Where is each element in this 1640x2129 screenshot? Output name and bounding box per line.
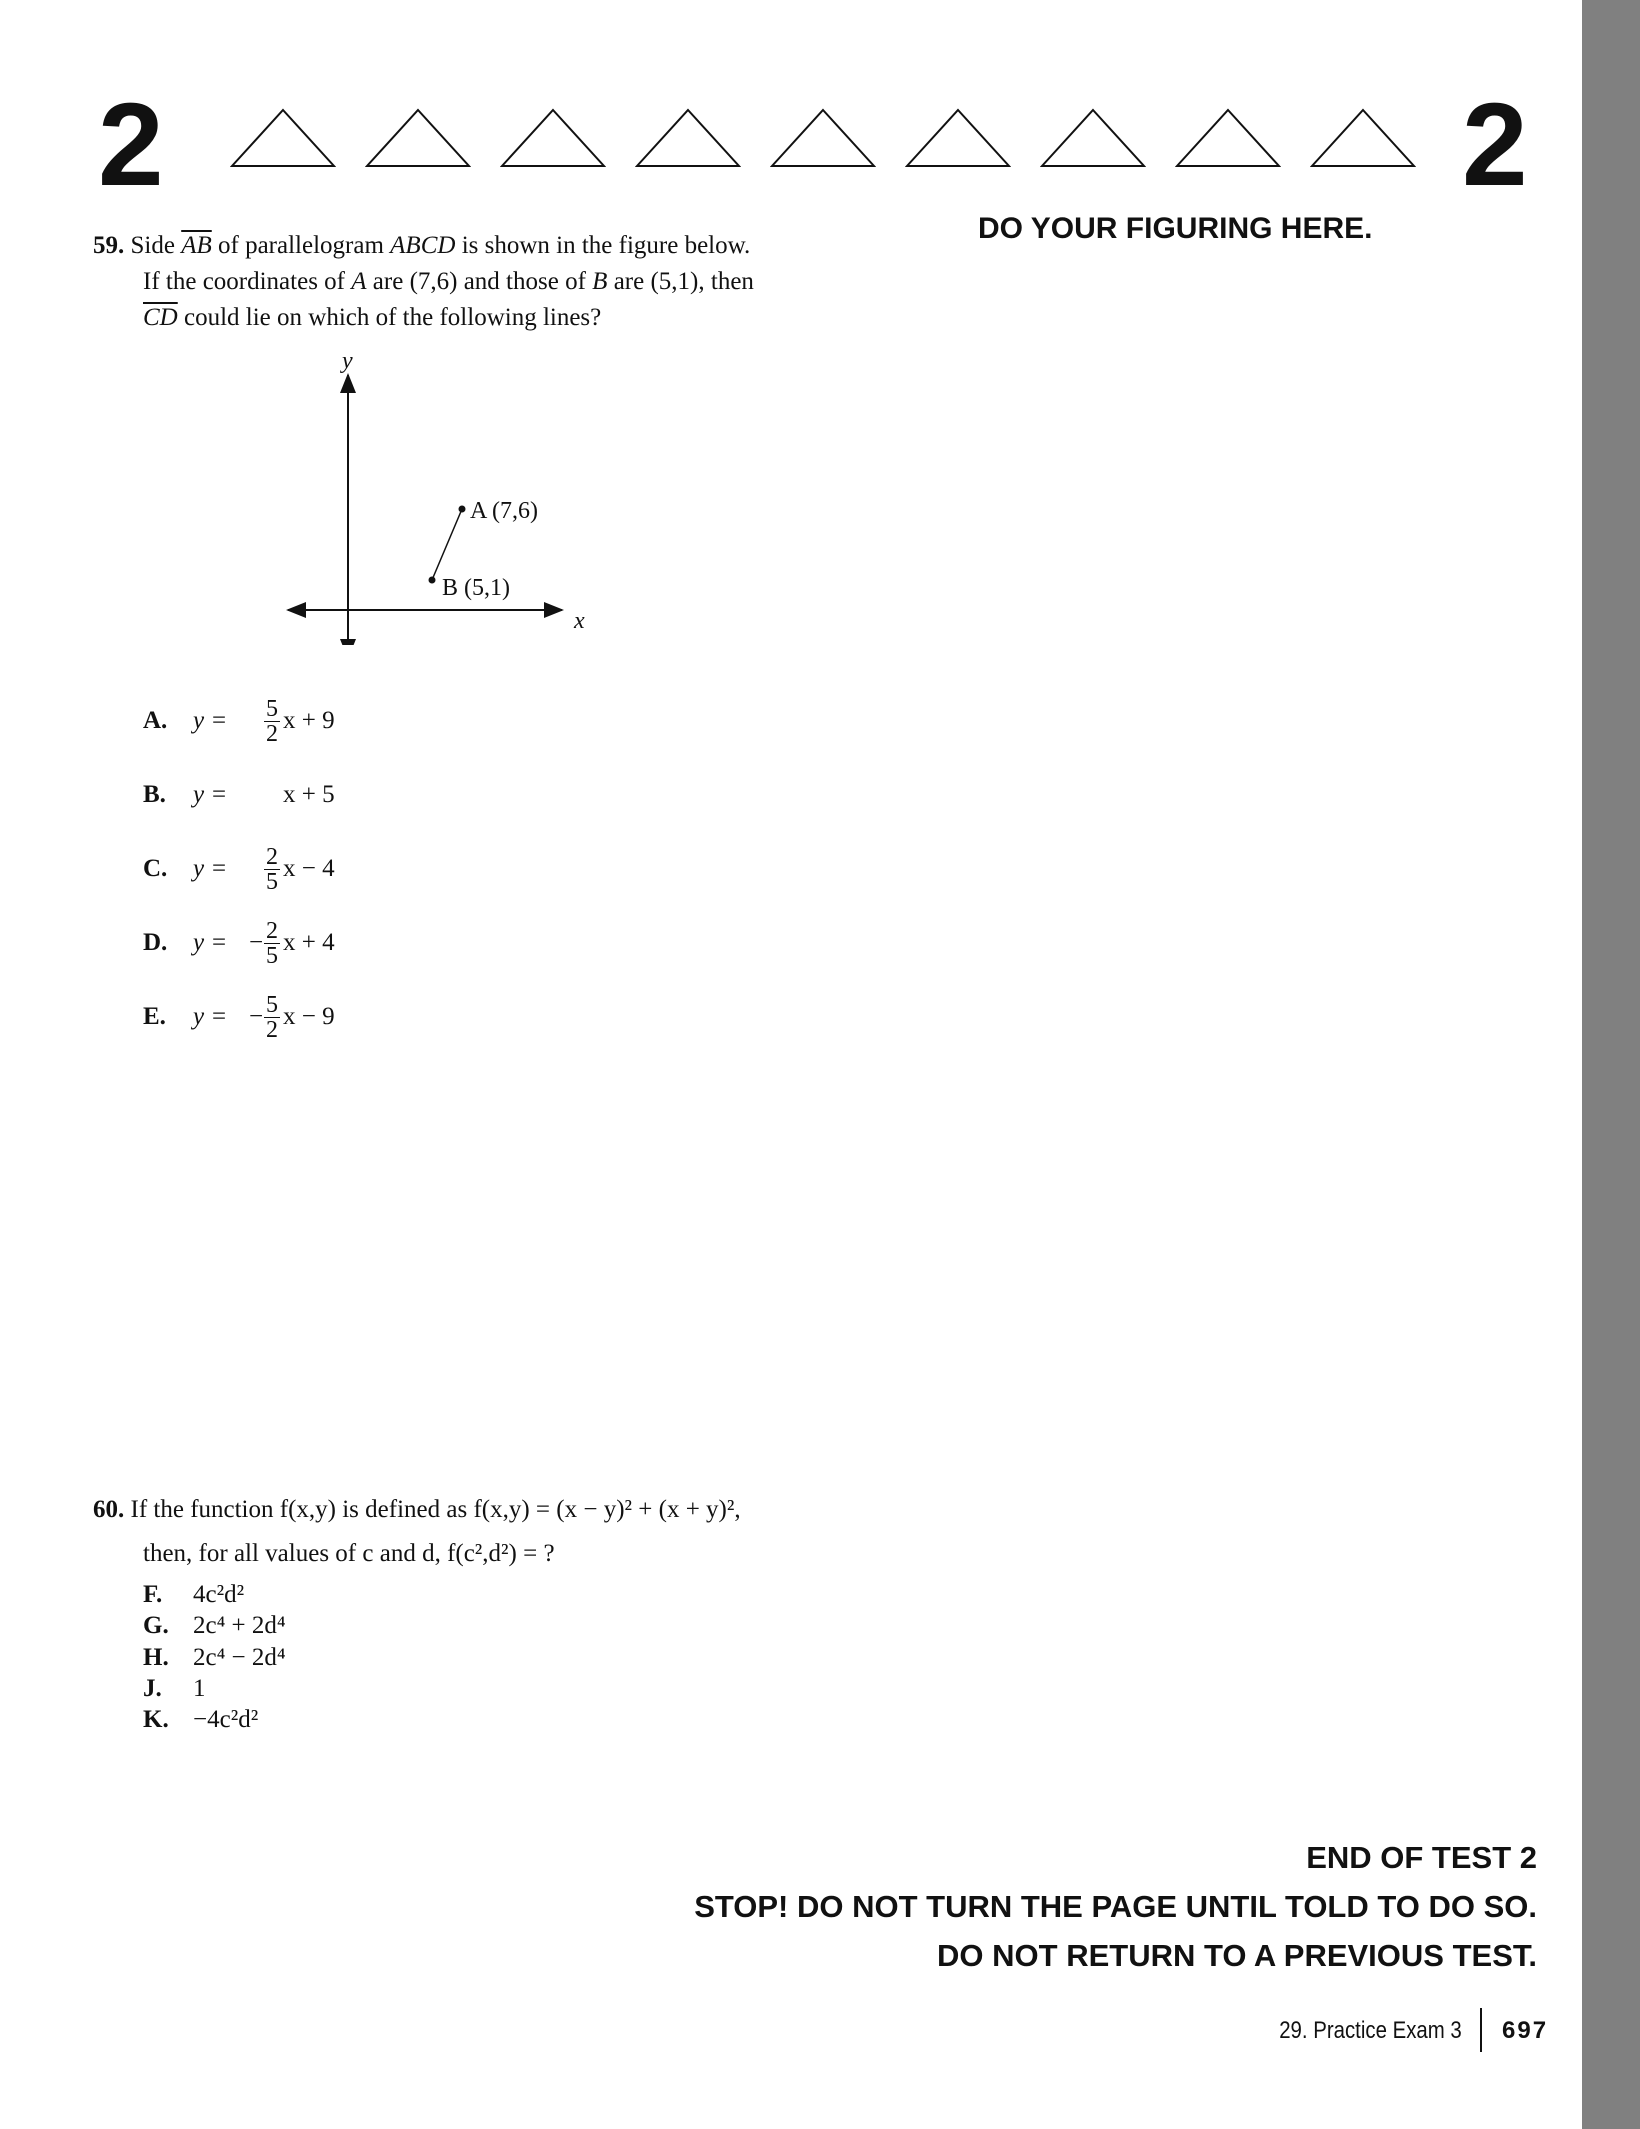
numerator: 5	[266, 991, 278, 1018]
triangle-icon	[1175, 108, 1281, 168]
option-rest: x + 4	[283, 929, 335, 956]
coordinate-figure	[270, 345, 590, 645]
option-rest: x − 9	[283, 1003, 335, 1030]
triangle-icon	[230, 108, 336, 168]
triangle-icon	[635, 108, 741, 168]
end-of-test: END OF TEST 2	[1306, 1840, 1537, 1875]
answer-option[interactable]	[143, 1706, 258, 1734]
point-b	[429, 577, 436, 584]
option-lhs: y =	[193, 1003, 228, 1030]
abcd: ABCD	[390, 232, 456, 259]
answer-option[interactable]	[143, 917, 335, 969]
triangle-icon	[1310, 108, 1416, 168]
y-axis-label: y	[342, 348, 353, 374]
denominator: 5	[266, 942, 278, 969]
var-b: B	[592, 268, 608, 295]
triangle-icon	[905, 108, 1011, 168]
answer-option[interactable]	[143, 1675, 206, 1703]
option-letter: H.	[143, 1643, 169, 1671]
option-sign: −	[249, 1003, 264, 1030]
denominator: 2	[266, 1016, 278, 1043]
text: could lie on which of the following lines?	[177, 304, 602, 331]
fraction	[264, 919, 280, 968]
option-rest: x + 9	[283, 707, 335, 734]
text: of parallelogram	[211, 232, 391, 259]
option-letter: K.	[143, 1706, 169, 1734]
footer-chapter: 29. Practice Exam 3	[1279, 2017, 1462, 2044]
answer-option[interactable]	[143, 843, 335, 895]
answer-option[interactable]	[143, 772, 335, 818]
text: are (5,1), then	[607, 268, 754, 295]
fraction	[264, 845, 280, 894]
q59-line3	[143, 305, 601, 330]
q60-line2: then, for all values of c and d, f(c²,d²) = ?	[143, 1540, 555, 1567]
option-rest: x + 5	[283, 781, 335, 808]
option-letter: F.	[143, 1581, 163, 1608]
numerator: 2	[266, 917, 278, 944]
text: is shown in the figure below.	[455, 232, 751, 259]
answer-option[interactable]	[143, 1644, 286, 1672]
option-text: 2c⁴ + 2d⁴	[193, 1612, 286, 1640]
option-letter: C.	[143, 855, 168, 882]
triangle-icon	[500, 108, 606, 168]
text: If the coordinates of	[143, 268, 352, 295]
option-text: 1	[193, 1674, 206, 1702]
text: Side	[130, 232, 182, 259]
option-letter: D.	[143, 929, 168, 956]
option-text: −4c²d²	[193, 1706, 259, 1734]
option-lhs: y =	[193, 707, 228, 734]
q59-number: 59.	[93, 232, 125, 259]
text: are (7,6) and those of	[366, 268, 593, 295]
denominator: 2	[266, 720, 278, 747]
option-letter: E.	[143, 1003, 166, 1030]
segment-ab: $\overline{AB}$	[181, 232, 212, 259]
option-lhs: y =	[193, 855, 228, 882]
fraction	[264, 993, 280, 1042]
q60-number: 60.	[93, 1496, 125, 1523]
var-a: A	[351, 268, 367, 295]
numerator: 2	[266, 843, 278, 870]
figuring-heading: DO YOUR FIGURING HERE.	[978, 212, 1373, 245]
text: If the function f(x,y) is defined as f(x,y) = (x − y)² + (x + y)²,	[130, 1496, 741, 1523]
option-lhs: y =	[193, 929, 228, 956]
point-a	[459, 506, 466, 513]
option-letter: G.	[143, 1612, 169, 1640]
answer-option[interactable]	[143, 1581, 244, 1609]
option-sign: −	[249, 929, 264, 956]
stop-notice: STOP! DO NOT TURN THE PAGE UNTIL TOLD TO DO SO.	[694, 1889, 1537, 1924]
triangle-icon	[365, 108, 471, 168]
option-letter: J.	[143, 1674, 162, 1702]
segment-ab-line	[432, 509, 462, 580]
segment-cd: $\overline{CD}$	[143, 304, 178, 331]
section-number-right: 2	[1462, 79, 1528, 211]
x-axis-label: x	[574, 608, 585, 634]
option-letter: A.	[143, 707, 168, 734]
option-text: 2c⁴ − 2d⁴	[193, 1643, 286, 1671]
answer-option[interactable]	[143, 1612, 286, 1640]
section-number-left: 2	[98, 79, 164, 211]
point-b-label: B (5,1)	[442, 575, 510, 601]
option-rest: x − 4	[283, 855, 335, 882]
q59-line1	[93, 233, 750, 258]
option-text: 4c²d²	[193, 1581, 245, 1608]
denominator: 5	[266, 868, 278, 895]
fraction	[264, 697, 280, 746]
page-edge-bar	[1582, 0, 1640, 2129]
point-a-label: A (7,6)	[470, 498, 538, 524]
numerator: 5	[266, 695, 278, 722]
q59-line2	[143, 269, 754, 294]
answer-option[interactable]	[143, 991, 335, 1043]
q60-line1	[93, 1497, 741, 1522]
triangle-icon	[770, 108, 876, 168]
no-return-notice: DO NOT RETURN TO A PREVIOUS TEST.	[937, 1938, 1537, 1973]
triangle-icon	[1040, 108, 1146, 168]
answer-option[interactable]	[143, 695, 335, 747]
page-number: 697	[1502, 2017, 1549, 2044]
option-lhs: y =	[193, 781, 228, 808]
footer-divider	[1480, 2008, 1482, 2052]
option-letter: B.	[143, 781, 166, 808]
